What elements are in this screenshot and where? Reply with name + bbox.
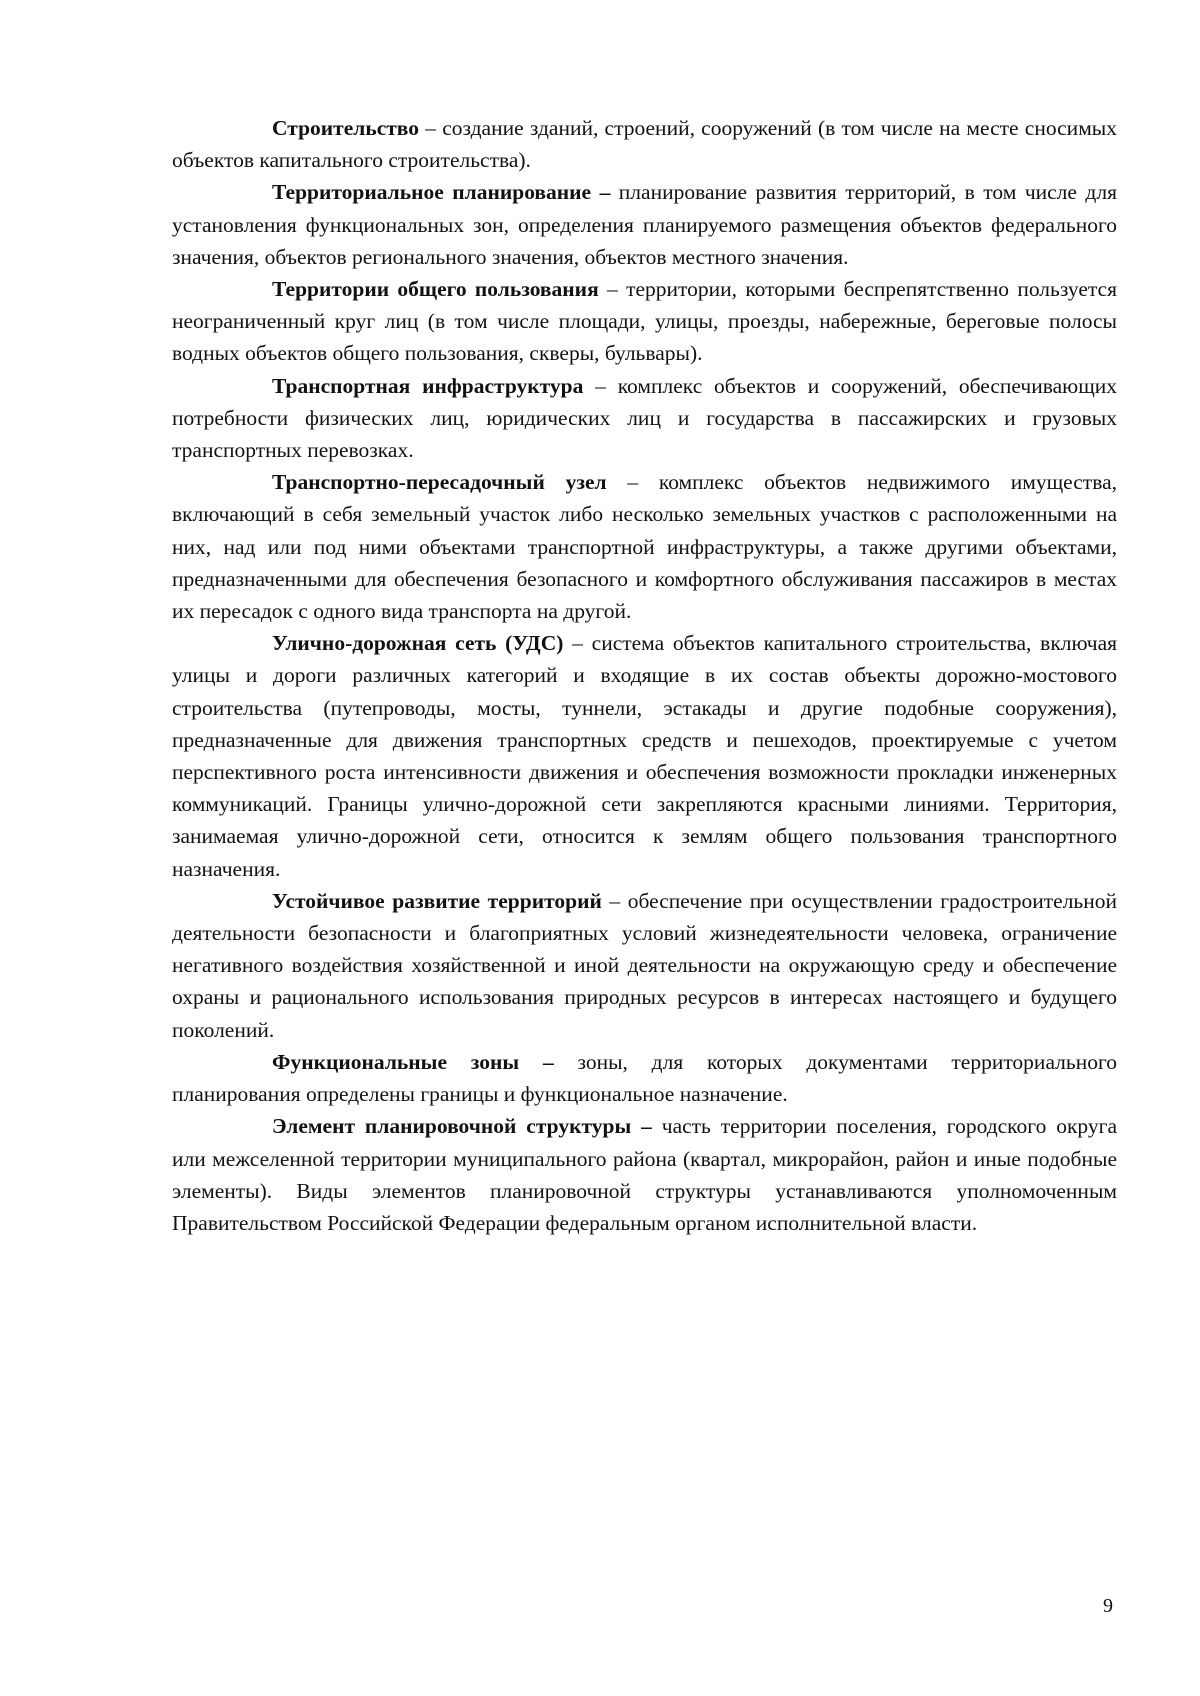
definition-term: Элемент планировочной структуры – [272, 1114, 652, 1139]
definition-transport-infrastructure [172, 370, 1117, 467]
definition-sustainable-development [172, 885, 1117, 1046]
definition-text: зоны, для которых документами территориального планирования определены границы и функциональное назначение. [172, 1049, 1117, 1107]
definition-term: Территории общего пользования [272, 277, 599, 302]
definition-text: – комплекс объектов недвижимого имущества, включающий в себя земельный участок либо несколько земельных участков с расположенными на них, над или под ними объектами транспортной инфраструктуры, а также другими объектами, предназначенными для обеспечения безопасного и комфортного обслуживания пассажиров в местах их пересадок с одного вида транспорта на другой. [172, 470, 1117, 624]
definition-construction [172, 112, 1117, 176]
document-body [172, 112, 1117, 1239]
page-number: 9 [1103, 1595, 1113, 1617]
definition-term: Транспортно-пересадочный узел [272, 470, 607, 495]
definition-public-territories [172, 273, 1117, 370]
definition-text: – комплекс объектов и сооружений, обеспечивающих потребности физических лиц, юридических лиц и государства в пассажирских и грузовых транспортных перевозках. [172, 373, 1118, 463]
definition-text: – территории, которыми беспрепятственно пользуется неограниченный круг лиц (в том числе площади, улицы, проезды, набережные, береговые полосы водных объектов общего пользования, скверы, бульвары). [172, 277, 1117, 366]
definition-text: – обеспечение при осуществлении градостроительной деятельности безопасности и благоприятных условий жизнедеятельности человека, ограничение негативного воздействия хозяйственной и иной деятельности на окружающую среду и обеспечение охраны и рационального использования природных ресурсов в интересах настоящего и будущего поколений. [172, 888, 1117, 1042]
definition-text: часть территории поселения, городского округа или межселенной территории муниципального района (квартал, микрорайон, район и иные подобные элементы). Виды элементов планировочной структуры устанавливаются уполномоченным Правительством Российской Федерации федеральным органом исполнительной власти. [172, 1114, 1117, 1235]
definition-term: Функциональные зоны – [272, 1049, 554, 1074]
definition-text: планирование развития территорий, в том числе для установления функциональных зон, определения планируемого размещения объектов федерального значения, объектов регионального значения, объектов местного значения. [172, 180, 1117, 269]
definition-text: – создание зданий, строений, сооружений (в том числе на месте сносимых объектов капитального строительства). [172, 116, 1117, 173]
definition-transport-hub [172, 466, 1117, 627]
definition-term: Строительство [272, 116, 420, 140]
definition-functional-zones [172, 1046, 1117, 1110]
definition-territorial-planning [172, 176, 1117, 273]
definition-text: – система объектов капитального строительства, включая улицы и дороги различных категорий и входящие в их состав объекты дорожно-мостового строительства (путепроводы, мосты, туннели, эстакады и другие подобные сооружения), предназначенные для движения транспортных средств и пешеходов, проектируемые с учетом перспективного роста интенсивности движения и обеспечения возможности прокладки инженерных коммуникаций. Границы улично-дорожной сети закрепляются красными линиями. Территория, занимаемая улично-дорожной сети, относится к землям общего пользования транспортного назначения. [172, 631, 1117, 881]
definition-term: Транспортная инфраструктура [272, 373, 584, 398]
definition-street-road-network [172, 627, 1117, 885]
definition-term: Территориальное планирование – [272, 180, 611, 205]
definition-planning-structure-element [172, 1110, 1117, 1239]
definition-term: Улично-дорожная сеть (УДС) [272, 631, 564, 656]
definition-term: Устойчивое развитие территорий [272, 888, 602, 913]
